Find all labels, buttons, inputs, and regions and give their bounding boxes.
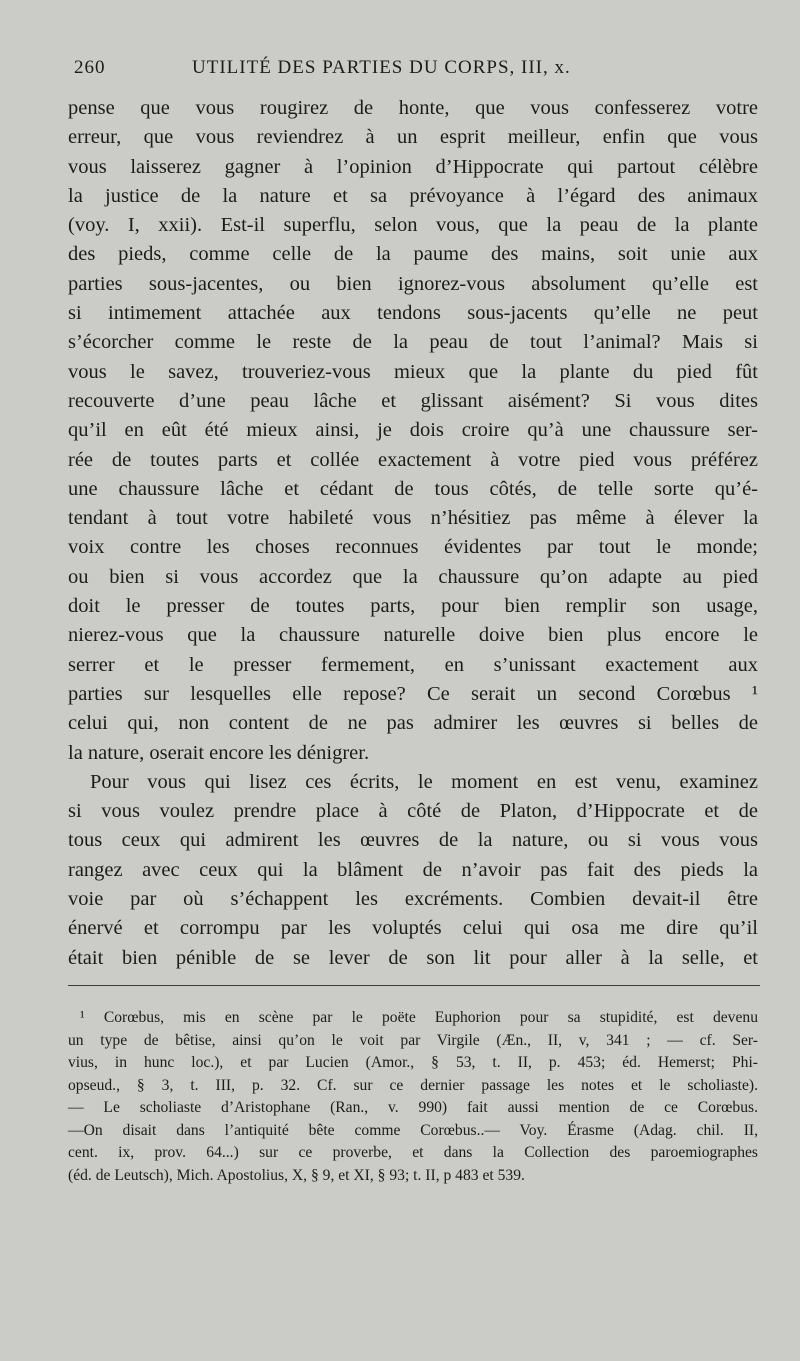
main-text xyxy=(68,94,758,973)
text-line: doit le presser de toutes parts, pour bien remplir son usage, xyxy=(68,595,758,618)
footnote-line: un type de bêtise, ainsi qu’on le voit par Virgile (Æn., II, v, 341 ; — cf. Ser- xyxy=(68,1031,758,1049)
text-line: nierez-vous que la chaussure naturelle doive bien plus encore le xyxy=(68,624,758,647)
text-line: tendant à tout votre habileté vous n’hésitiez pas même à élever la xyxy=(68,507,758,530)
text-line: une chaussure lâche et cédant de tous côtés, de telle sorte qu’é- xyxy=(68,477,758,500)
text-line: vous laisserez gagner à l’opinion d’Hippocrate qui partout célèbre xyxy=(68,155,758,178)
text-line: des pieds, comme celle de la paume des mains, soit unie aux xyxy=(68,243,758,266)
text-line: pense que vous rougirez de honte, que vous confesserez votre xyxy=(68,97,758,119)
text-line: serrer et le presser fermement, en s’unissant exactement aux xyxy=(68,653,758,676)
footnotes xyxy=(68,1007,758,1187)
footnote-line: vius, in hunc loc.), et par Lucien (Amor., § 53, t. II, p. 453; éd. Hemerst; Phi- xyxy=(68,1054,758,1071)
text-line: si intimement attachée aux tendons sous-jacents qu’elle ne peut xyxy=(68,302,758,325)
text-line: Pour vous qui lisez ces écrits, le moment en est venu, examinez xyxy=(90,770,758,793)
text-line: rée de toutes parts et collée exactement à votre pied vous préférez xyxy=(68,448,758,471)
text-line: recouverte d’une peau lâche et glissant aisément? Si vous dites xyxy=(68,389,758,412)
running-title: UTILITÉ DES PARTIES DU CORPS, III, x. xyxy=(192,57,571,78)
text-line: s’écorcher comme le reste de la peau de tout l’animal? Mais si xyxy=(68,331,758,354)
text-line: la justice de la nature et sa prévoyance à l’égard des animaux xyxy=(68,184,758,207)
text-line: voix contre les choses reconnues évidentes par tout le monde; xyxy=(68,536,758,559)
text-line: parties sur lesquelles elle repose? Ce serait un second Corœbus ¹ xyxy=(68,682,758,705)
text-line: voie par où s’échappent les excréments. Combien devait-il être xyxy=(68,888,758,911)
page-header xyxy=(74,57,634,83)
text-line: vous le savez, trouveriez-vous mieux que la plante du pied fût xyxy=(68,360,758,383)
text-line: si vous voulez prendre place à côté de Platon, d’Hippocrate et de xyxy=(68,800,758,823)
text-line: était bien pénible de se lever de son lit pour aller à la selle, et xyxy=(68,946,758,969)
footnote-line: opseud., § 3, t. III, p. 32. Cf. sur ce dernier passage les notes et le scholiaste). xyxy=(68,1076,758,1094)
footnote-line: ¹ Corœbus, mis en scène par le poëte Euphorion pour sa stupidité, est devenu xyxy=(80,1009,758,1026)
footnote-line: (éd. de Leutsch), Mich. Apostolius, X, § 9, et XI, § 93; t. II, p 483 et 539. xyxy=(68,1166,525,1184)
page-number: 260 xyxy=(74,57,106,78)
text-line: celui qui, non content de ne pas admirer les œuvres si belles de xyxy=(68,712,758,735)
text-line: (voy. I, xxii). Est-il superflu, selon vous, que la peau de la plante xyxy=(68,214,758,237)
text-line: ou bien si vous accordez que la chaussure qu’on adapte au pied xyxy=(68,565,758,588)
footnote-line: cent. ix, prov. 64...) sur ce proverbe, et dans la Collection des paroemiographes xyxy=(68,1144,758,1161)
text-line: parties sous-jacentes, ou bien ignorez-vous absolument qu’elle est xyxy=(68,272,758,295)
text-line: tous ceux qui admirent les œuvres de la nature, ou si vous vous xyxy=(68,829,758,852)
text-line: qu’il en eût été mieux ainsi, je dois croire qu’à une chaussure ser- xyxy=(68,419,758,442)
text-line: erreur, que vous reviendrez à un esprit meilleur, enfin que vous xyxy=(68,126,758,149)
footnote-line: — Le scholiaste d’Aristophane (Ran., v. 990) fait aussi mention de ce Corœbus. xyxy=(68,1099,758,1116)
text-line: rangez avec ceux qui la blâment de n’avoir pas fait des pieds la xyxy=(68,858,758,881)
footnote-divider xyxy=(68,985,760,986)
text-line: la nature, oserait encore les dénigrer. xyxy=(68,741,370,764)
text-line: énervé et corrompu par les voluptés celui qui osa me dire qu’il xyxy=(68,917,758,940)
footnote-line: —On disait dans l’antiquité bête comme Corœbus..— Voy. Érasme (Adag. chil. II, xyxy=(68,1121,758,1139)
